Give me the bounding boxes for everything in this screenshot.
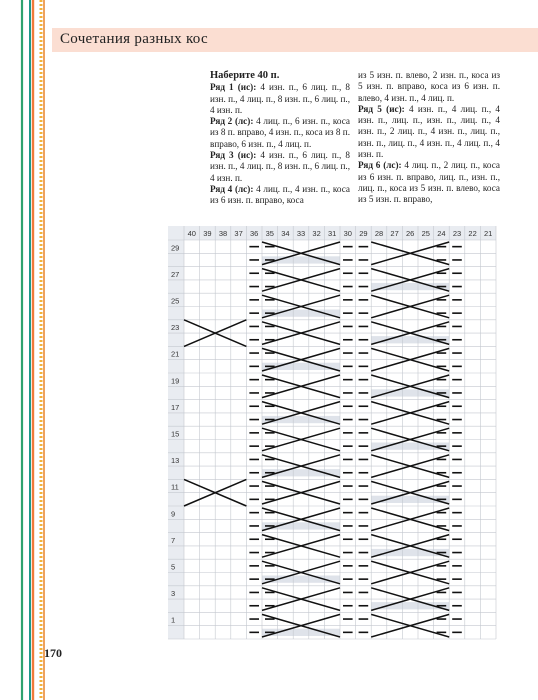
chart-column-number: 30 [343, 229, 352, 238]
chart-row-number: 17 [171, 402, 180, 412]
instructions-column-1 [210, 70, 350, 207]
chart-column-number: 28 [374, 229, 384, 238]
row-instruction: Ряд 4 (лс): 4 лиц. п., 4 изн. п., коса из 6 изн. п. вправо, коса [210, 183, 350, 206]
chart-row-number: 19 [171, 376, 180, 386]
chart-row-number: 1 [171, 615, 176, 625]
knitting-chart-grid [168, 226, 498, 640]
chart-column-number: 29 [359, 229, 368, 238]
chart-column-number: 24 [437, 229, 446, 238]
chart-column-number: 37 [234, 229, 243, 238]
row-instruction: Ряд 1 (ис): 4 изн. п., 6 лиц. п., 8 изн. п., 4 лиц. п., 8 изн. п., 6 лиц. п., 4 изн. п. [210, 82, 350, 115]
chart-column-number: 39 [203, 229, 212, 238]
decorative-threads [0, 0, 60, 700]
chart-column-number: 38 [218, 229, 228, 238]
chart-column-number: 25 [421, 229, 430, 238]
chart-row-number: 11 [171, 482, 179, 492]
chart-column-number: 27 [390, 229, 399, 238]
chart-column-number: 33 [296, 229, 306, 238]
cast-on-instruction: Наберите 40 п. [210, 70, 280, 81]
row-instruction: Ряд 6 (лс): 4 лиц. п., 2 лиц. п., коса из 6 изн. п. вправо, лиц. п., изн. п., лиц. п., коса из 5 изн. п. влево, коса из 5 изн. п. вправо, [358, 160, 501, 205]
chart-row-number: 9 [171, 509, 176, 519]
chart-column-number: 40 [187, 229, 196, 238]
chart-column-number: 36 [250, 229, 259, 238]
chart-row-number: 15 [171, 429, 180, 439]
row-instruction: Ряд 3 (ис): 4 изн. п., 6 лиц. п., 8 изн. п., 4 лиц. п., 8 изн. п., 6 лиц. п., 4 изн. п. [210, 150, 350, 183]
chart-row-number: 27 [171, 269, 180, 279]
section-title: Сочетания разных кос [60, 31, 208, 47]
chart-column-number: 35 [265, 229, 274, 238]
chart-row-number: 25 [171, 296, 180, 306]
chart-row-number: 3 [171, 589, 176, 599]
row-instruction: Ряд 2 (лс): 4 лиц. п., 6 изн. п., коса из 8 п. вправо, 4 изн. п., коса из 8 п. вправо, 6 изн. п., 4 лиц. п. [210, 116, 350, 149]
chart-column-number: 23 [452, 229, 462, 238]
chart-row-number: 21 [171, 349, 180, 359]
chart-column-number: 22 [468, 229, 477, 238]
section-header [52, 28, 538, 52]
chart-column-number: 31 [328, 229, 337, 238]
chart-column-number: 32 [312, 229, 321, 238]
chart-row-number: 23 [171, 323, 180, 333]
chart-row-number: 13 [171, 456, 180, 466]
chart-column-number: 26 [406, 229, 415, 238]
instructions-column-2 [358, 70, 500, 206]
chart-column-number: 34 [281, 229, 290, 238]
row-instruction: из 5 изн. п. влево, 2 изн. п., коса из 5 изн. п. вправо, коса из 6 изн. п. влево, 4 изн. п., 4 лиц. п. [358, 70, 500, 103]
chart-row-number: 5 [171, 562, 176, 572]
knitting-chart [168, 226, 498, 640]
chart-column-number: 21 [484, 229, 493, 238]
chart-row-number: 7 [171, 535, 176, 545]
row-instruction: Ряд 5 (ис): 4 изн. п., 4 лиц. п., 4 изн. п., лиц. п., изн. п., лиц. п., 4 изн. п., 2 лиц. п., 4 изн. п., лиц. п., изн. п., лиц. п., 4 изн. п., 4 лиц. п., 4 изн. п. [358, 103, 501, 160]
page-number: 170 [44, 646, 62, 660]
chart-row-number: 29 [171, 243, 180, 253]
